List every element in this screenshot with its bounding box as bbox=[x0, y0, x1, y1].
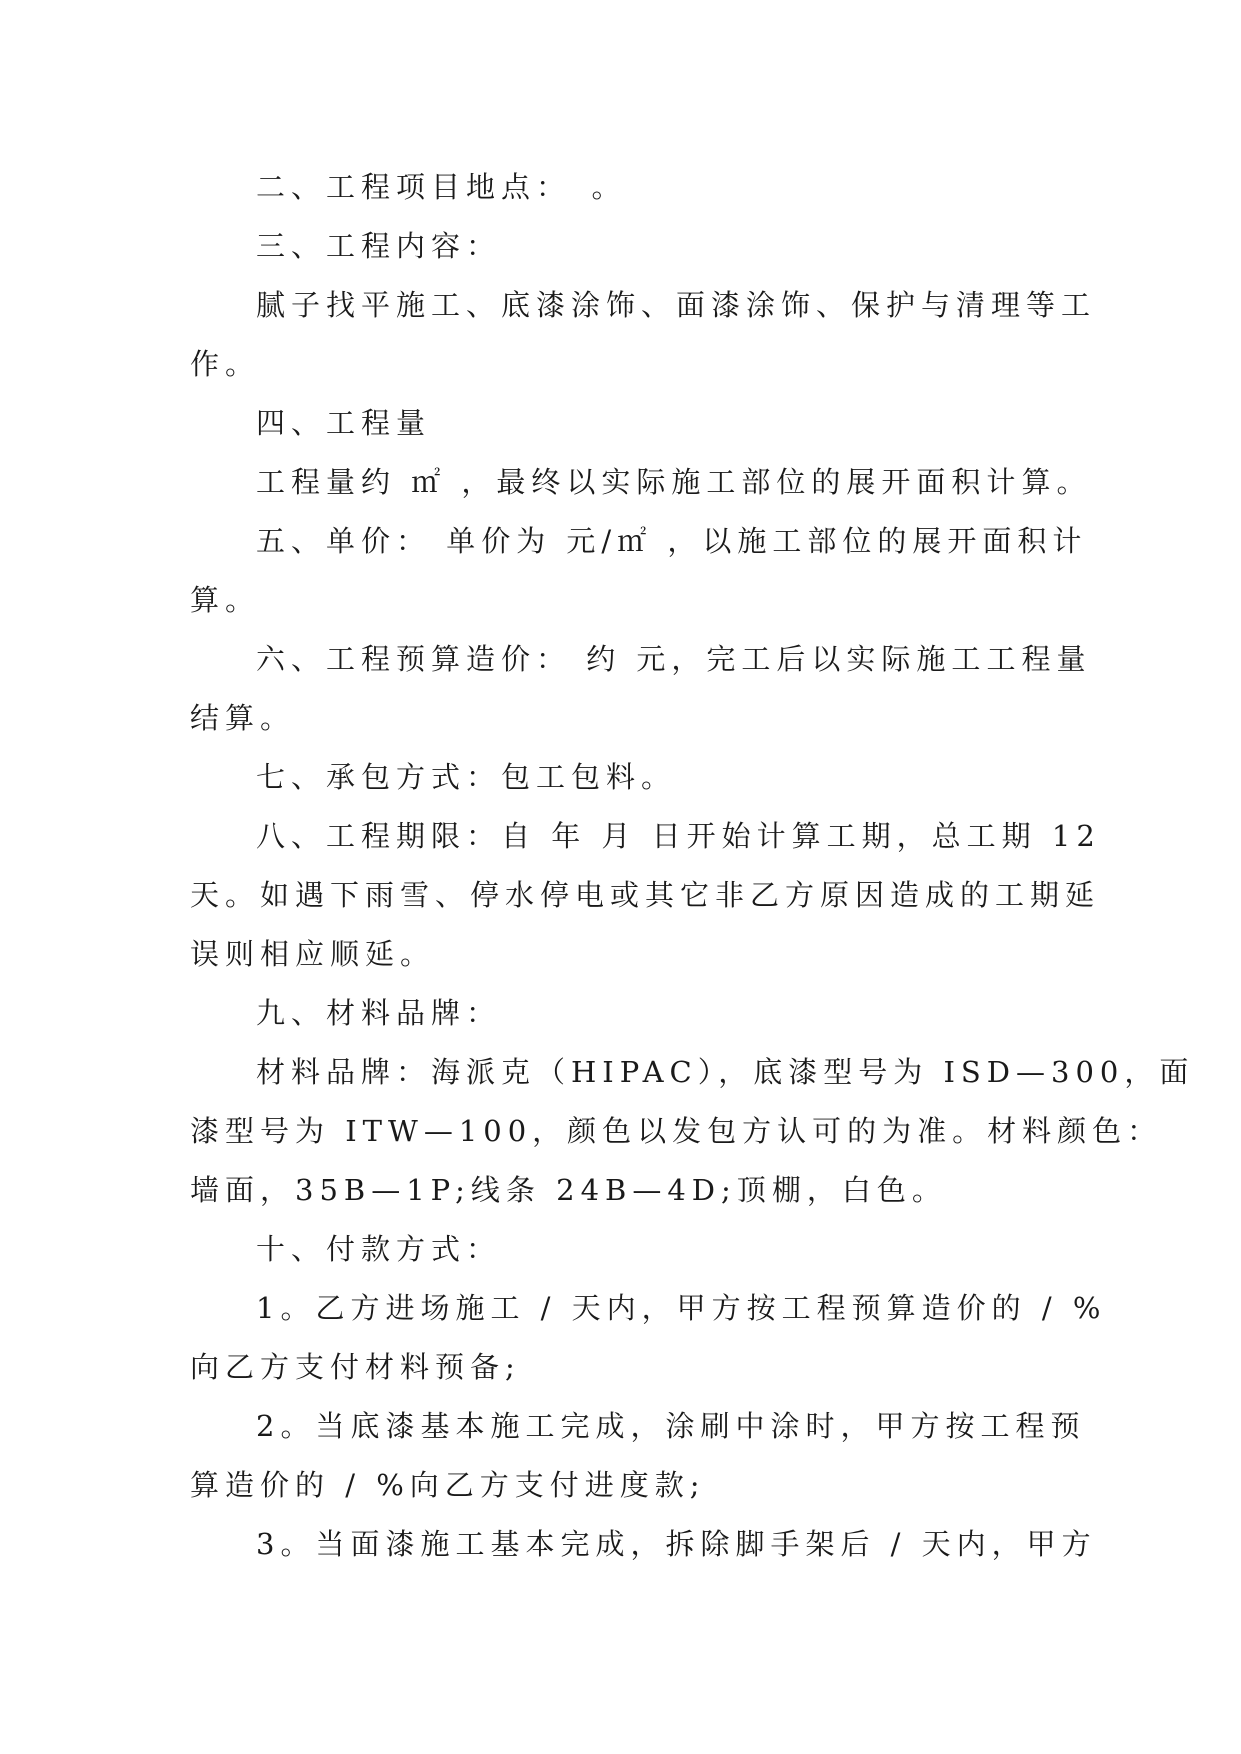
paragraph-line: 向乙方支付材料预备; bbox=[190, 1350, 521, 1384]
paragraph-line: 九、材料品牌： bbox=[256, 996, 502, 1030]
contract-paragraph bbox=[190, 984, 1070, 1043]
paragraph-line: 3。当面漆施工基本完成，拆除脚手架后 / 天内，甲方 bbox=[256, 1527, 1097, 1561]
paragraph-line: 八、工程期限：自 年 月 日开始计算工期，总工期 12 bbox=[256, 819, 1101, 853]
paragraph-line: 十、付款方式： bbox=[256, 1232, 502, 1266]
paragraph-line: 误则相应顺延。 bbox=[190, 937, 436, 971]
paragraph-line: 墙面，35B—1P;线条 24B—4D;顶棚，白色。 bbox=[190, 1173, 947, 1207]
paragraph-line: 二、工程项目地点： 。 bbox=[256, 170, 627, 204]
contract-paragraph bbox=[190, 512, 1088, 630]
paragraph-line: 三、工程内容： bbox=[256, 229, 502, 263]
paragraph-line: 漆型号为 ITW—100，颜色以发包方认可的为准。材料颜色： bbox=[190, 1114, 1163, 1148]
contract-paragraph bbox=[190, 630, 1092, 748]
paragraph-line: 六、工程预算造价： 约 元，完工后以实际施工工程量 bbox=[256, 642, 1092, 676]
contract-paragraph bbox=[190, 276, 1097, 394]
contract-paragraph bbox=[190, 748, 1070, 807]
paragraph-line: 腻子找平施工、底漆涂饰、面漆涂饰、保护与清理等工 bbox=[256, 288, 1097, 322]
contract-body bbox=[190, 158, 1195, 1574]
contract-paragraph bbox=[190, 1043, 1195, 1220]
paragraph-line: 材料品牌：海派克（HIPAC），底漆型号为 ISD—300，面 bbox=[256, 1055, 1195, 1089]
paragraph-line: 2。当底漆基本施工完成，涂刷中涂时，甲方按工程预 bbox=[256, 1409, 1086, 1443]
contract-paragraph bbox=[190, 807, 1101, 984]
contract-paragraph bbox=[190, 394, 1070, 453]
paragraph-line: 作。 bbox=[190, 347, 261, 381]
paragraph-line: 工程量约 ㎡ ，最终以实际施工部位的展开面积计算。 bbox=[256, 465, 1092, 499]
contract-paragraph bbox=[190, 453, 1092, 512]
paragraph-line: 天。如遇下雨雪、停水停电或其它非乙方原因造成的工期延 bbox=[190, 878, 1101, 912]
contract-paragraph bbox=[190, 217, 1070, 276]
paragraph-line: 五、单价： 单价为 元/㎡ ，以施工部位的展开面积计 bbox=[256, 524, 1088, 558]
contract-paragraph bbox=[190, 1220, 1070, 1279]
paragraph-line: 四、工程量 bbox=[256, 406, 432, 440]
contract-paragraph bbox=[190, 1397, 1086, 1515]
contract-paragraph bbox=[190, 1515, 1097, 1574]
paragraph-line: 算造价的 / %向乙方支付进度款; bbox=[190, 1468, 706, 1502]
paragraph-line: 算。 bbox=[190, 583, 261, 617]
paragraph-line: 七、承包方式：包工包料。 bbox=[256, 760, 677, 794]
paragraph-line: 结算。 bbox=[190, 701, 296, 735]
contract-paragraph bbox=[190, 158, 1070, 217]
contract-paragraph bbox=[190, 1279, 1107, 1397]
paragraph-line: 1。乙方进场施工 / 天内，甲方按工程预算造价的 / % bbox=[256, 1291, 1107, 1325]
